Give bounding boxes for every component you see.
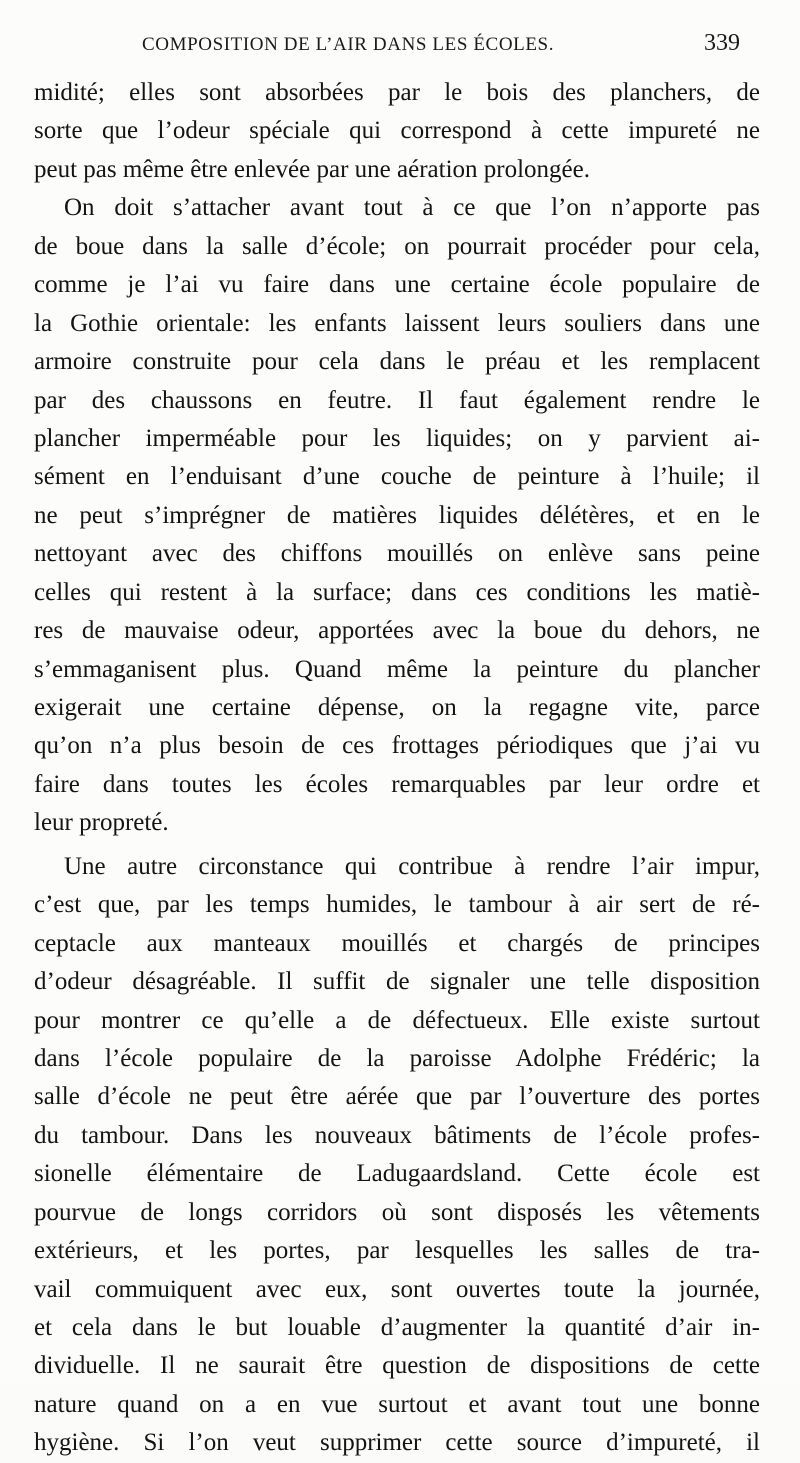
text-line: extérieurs, et les portes, par lesquelles les salles de tra- <box>34 1237 760 1265</box>
text-line: nature quand on a en vue surtout et avant tout une bonne <box>34 1390 760 1418</box>
text-line: dividuelle. Il ne saurait être question de dispositions de cette <box>34 1352 760 1380</box>
text-line: qu’on n’a plus besoin de ces frottages périodiques que j’ai vu <box>34 732 760 760</box>
text-line: de boue dans la salle d’école; on pourrait procéder pour cela, <box>34 232 760 260</box>
text-line: pour montrer ce qu’elle a de défectueux. Elle existe surtout <box>34 1006 760 1034</box>
body-text <box>34 74 760 1463</box>
text-line: armoire construite pour cela dans le préau et les remplacent <box>34 348 760 376</box>
text-line: ceptacle aux manteaux mouillés et chargés de principes <box>34 929 760 957</box>
text-line: c’est que, par les temps humides, le tambour à air sert de ré- <box>34 891 760 919</box>
text-line: salle d’école ne peut être aérée que par l’ouverture des portes <box>34 1083 760 1111</box>
text-line: hygiène. Si l’on veut supprimer cette source d’impureté, il <box>34 1429 760 1457</box>
text-line: ne peut s’imprégner de matières liquides délétères, et en le <box>34 501 760 529</box>
text-line: res de mauvaise odeur, apportées avec la boue du dehors, ne <box>34 617 760 645</box>
text-line: par des chaussons en feutre. Il faut également rendre le <box>34 386 760 414</box>
running-title: COMPOSITION DE L’AIR DANS LES ÉCOLES. <box>142 34 555 55</box>
text-line: leur propreté. <box>34 809 169 837</box>
page-number: 339 <box>704 30 740 56</box>
text-line: midité; elles sont absorbées par le bois des planchers, de <box>34 79 760 106</box>
text-line: et cela dans le but louable d’augmenter la quantité d’air in- <box>34 1314 760 1341</box>
text-line: sorte que l’odeur spéciale qui correspond à cette impureté ne <box>34 117 760 145</box>
text-line: vail commuiquent avec eux, sont ouvertes toute la journée, <box>34 1275 760 1303</box>
text-line: nettoyant avec des chiffons mouillés on enlève sans peine <box>34 540 760 568</box>
text-line: s’emmaganisent plus. Quand même la peinture du plancher <box>34 655 760 683</box>
text-line: sionelle élémentaire de Ladugaardsland. Cette école est <box>34 1160 760 1188</box>
text-line: Une autre circonstance qui contribue à rendre l’air impur, <box>64 852 760 880</box>
paragraph <box>34 189 760 842</box>
text-line: pourvue de longs corridors où sont disposés les vêtements <box>34 1198 760 1226</box>
text-line: comme je l’ai vu faire dans une certaine école populaire de <box>34 271 760 299</box>
paragraph <box>34 74 760 189</box>
text-line: On doit s’attacher avant tout à ce que l’on n’apporte pas <box>64 194 760 222</box>
text-line: la Gothie orientale: les enfants laissent leurs souliers dans une <box>34 309 760 337</box>
text-line: peut pas même être enlevée par une aération prolongée. <box>34 155 590 183</box>
text-line: plancher imperméable pour les liquides; on y parvient ai- <box>34 424 760 452</box>
text-line: exigerait une certaine dépense, on la regagne vite, parce <box>34 694 760 721</box>
text-line: celles qui restent à la surface; dans ces conditions les matiè- <box>34 578 760 606</box>
text-line: d’odeur désagréable. Il suffit de signaler une telle disposition <box>34 968 760 996</box>
text-line: dans l’école populaire de la paroisse Adolphe Frédéric; la <box>34 1044 760 1072</box>
text-line: faire dans toutes les écoles remarquables par leur ordre et <box>34 770 760 798</box>
text-line: du tambour. Dans les nouveaux bâtiments de l’école profes- <box>34 1121 760 1149</box>
text-line: sément en l’enduisant d’une couche de peinture à l’huile; il <box>34 463 760 491</box>
running-header <box>0 30 800 64</box>
paragraph <box>34 848 760 1463</box>
